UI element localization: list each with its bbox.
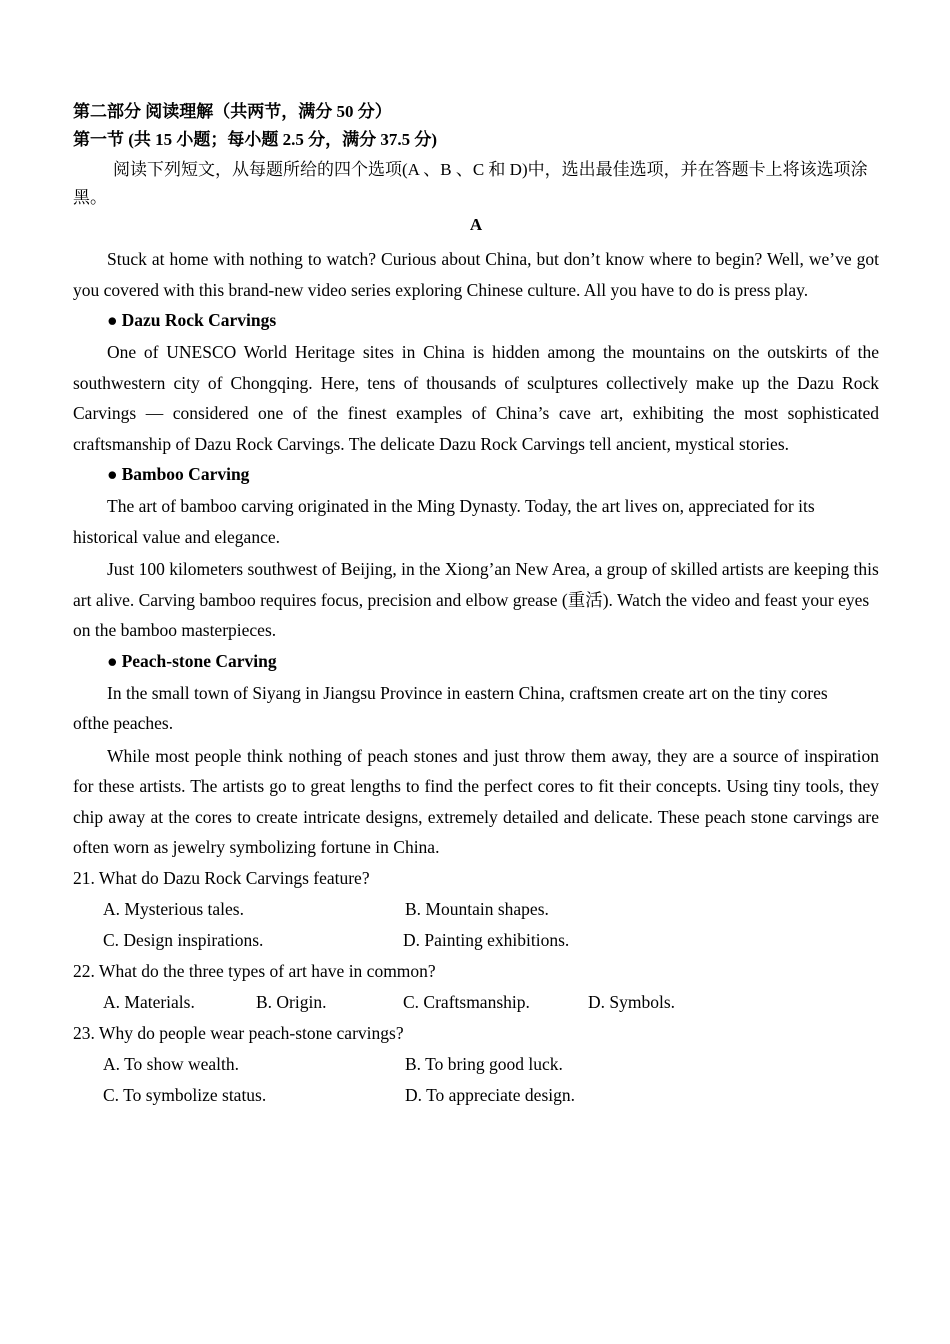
option-b[interactable]: B. Mountain shapes. bbox=[405, 898, 549, 919]
section-heading: 第一节 (共 15 小题；每小题 2.5 分，满分 37.5 分) bbox=[73, 130, 438, 149]
option-row bbox=[73, 1080, 879, 1111]
option-c[interactable]: C. Craftsmanship. bbox=[403, 991, 530, 1012]
section-heading-dazu bbox=[73, 307, 879, 333]
paragraph-bamboo-2: Just 100 kilometers southwest of Beijing, in the Xiong’an New Area, a group of skilled artists are keeping this art alive. Carving bamboo requires focus, precision and elbow grease (重活). Watch the video and feast your eyes on the bamboo masterpieces. bbox=[73, 559, 879, 640]
part-heading: 第二部分 阅读理解（共两节，满分 50 分） bbox=[73, 102, 392, 121]
paragraph-bamboo-1: The art of bamboo carving originated in the Ming Dynasty. Today, the art lives on, appreciated for its historical value and elegance. bbox=[73, 496, 815, 547]
paragraph-dazu: One of UNESCO World Heritage sites in China is hidden among the mountains on the outskirts of the southwestern city of Chongqing. Here, tens of thousands of sculptures collectively make up the Dazu Rock Carvings — considered one of the finest examples of China’s cave art, exhibiting the most sophisticated craftsmanship of Dazu Rock Carvings. The delicate Dazu Rock Carvings tell ancient, mystical stories. bbox=[73, 342, 879, 454]
option-b[interactable]: B. Origin. bbox=[256, 991, 327, 1012]
question-21 bbox=[73, 863, 879, 956]
option-d[interactable]: D. To appreciate design. bbox=[405, 1084, 575, 1105]
option-a[interactable]: A. Materials. bbox=[103, 991, 195, 1012]
option-row bbox=[73, 894, 879, 925]
option-b[interactable]: B. To bring good luck. bbox=[405, 1053, 563, 1074]
option-c[interactable]: C. To symbolize status. bbox=[103, 1084, 267, 1105]
paragraph-peach-1: In the small town of Siyang in Jiangsu Province in eastern China, craftsmen create art on the tiny cores ofthe peaches. bbox=[73, 682, 828, 733]
section-heading-bamboo bbox=[73, 461, 879, 487]
section-title: Peach-stone Carving bbox=[121, 650, 277, 671]
section-title: Bamboo Carving bbox=[121, 464, 250, 484]
option-a[interactable]: A. Mysterious tales. bbox=[103, 898, 244, 919]
question-stem: 21. What do Dazu Rock Carvings feature? bbox=[73, 867, 370, 888]
paragraph-peach-2: While most people think nothing of peach stones and just throw them away, they are a source of inspiration for these artists. The artists go to great lengths to find the perfect cores to fit their concepts. Using tiny tools, they chip away at the cores to create intricate designs, extremely detailed and delicate. These peach stone carvings are often worn as jewelry symbolizing fortune in China. bbox=[73, 745, 879, 857]
instructions: 阅读下列短文，从每题所给的四个选项(A 、B 、C 和 D)中，选出最佳选项，并在答题卡上将该选项涂黑。 bbox=[73, 160, 868, 207]
exam-page bbox=[73, 98, 879, 1111]
section-title: Dazu Rock Carvings bbox=[121, 310, 277, 330]
option-row bbox=[73, 1049, 879, 1080]
option-d[interactable]: D. Symbols. bbox=[588, 991, 676, 1012]
bullet-icon: ● bbox=[107, 650, 118, 671]
question-stem: 23. Why do people wear peach-stone carvings? bbox=[73, 1022, 404, 1043]
question-stem: 22. What do the three types of art have in common? bbox=[73, 960, 436, 981]
option-a[interactable]: A. To show wealth. bbox=[103, 1053, 240, 1074]
question-22 bbox=[73, 956, 879, 1018]
passage-intro: Stuck at home with nothing to watch? Curious about China, but don’t know where to begin? Well, we’ve got you covered with this brand-new video series exploring Chinese culture. All you have to do is press play. bbox=[73, 249, 879, 300]
option-c[interactable]: C. Design inspirations. bbox=[103, 929, 264, 950]
section-heading-peach bbox=[73, 648, 879, 674]
bullet-icon: ● bbox=[107, 310, 118, 330]
option-row bbox=[73, 925, 879, 956]
question-23 bbox=[73, 1018, 879, 1111]
option-d[interactable]: D. Painting exhibitions. bbox=[403, 929, 570, 950]
bullet-icon: ● bbox=[107, 464, 118, 484]
passage-letter: A bbox=[469, 215, 483, 234]
option-row bbox=[73, 987, 879, 1018]
